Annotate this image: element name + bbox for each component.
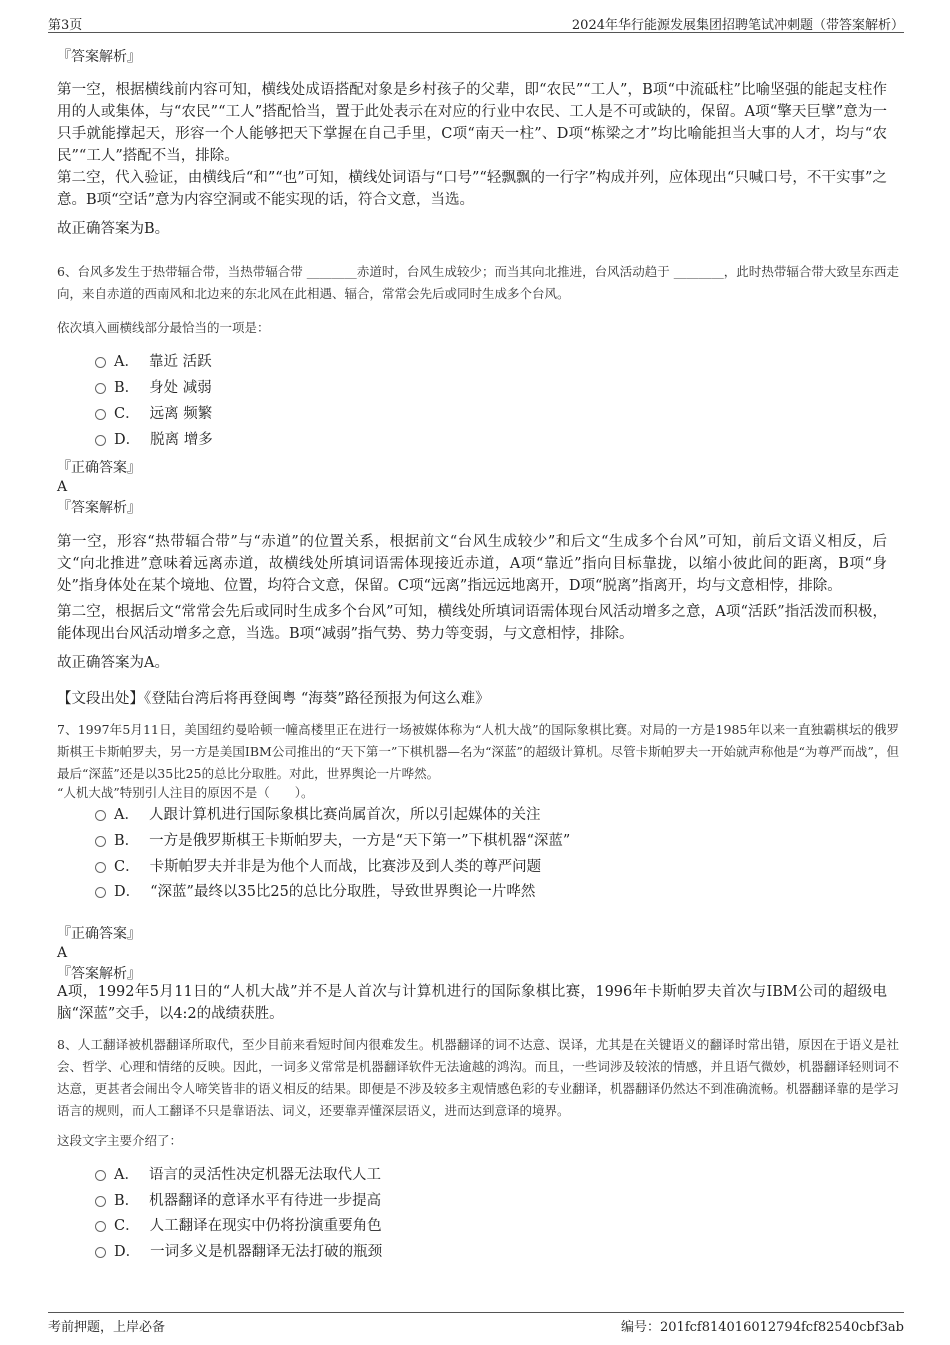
radio-icon[interactable]: [95, 836, 106, 847]
correct-answer-label: 『正确答案』: [57, 926, 141, 942]
analysis-paragraph: 第一空，形容“热带辐合带”与“赤道”的位置关系，根据前文“台风生成较少”和后文“生成多个台风”可知，前后文语义相反，后文“向北推进”意味着远离赤道，故横线处所填词语需体现接近赤道，A项“靠近”指向目标靠拢，以缩小彼此间的距离，B项“身处”指身体处在某个境地、位置，均符合文意，保留。C项“远离”指远远地离开，D项“脱离”指离开，均与文意相悖，排除。: [57, 534, 887, 594]
question-6-text: 6、台风多发生于热带辐合带，当热带辐合带 ________赤道时，台风生成较少；而当其向北推进，台风活动趋于 ________，此时热带辐合带大致呈东西走向，来自赤道的西南风和北边来的东北风在此相遇、辐合，常常会先后或同时生成多个台风。: [57, 264, 899, 301]
question-7-text: 7、1997年5月11日，美国纽约曼哈顿一幢高楼里正在进行一场被媒体称为“人机大战”的国际象棋比赛。对局的一方是1985年以来一直独霸棋坛的俄罗斯棋王卡斯帕罗夫，另一方是美国IBM公司推出的“天下第一”下棋机器—名为“深蓝”的超级计算机。尽管卡斯帕罗夫一开始就声称他是“为尊严而战”，但最后“深蓝”还是以35比25的总比分取胜。对此，世界舆论一片哗然。: [57, 722, 899, 781]
correct-answer: A: [57, 945, 68, 961]
document-title: 2024年华行能源发展集团招聘笔试冲刺题（带答案解析）: [571, 18, 904, 33]
question-7-option-c[interactable]: C． 卡斯帕罗夫并非是为他个人而战，比赛涉及到人类的尊严问题: [95, 856, 541, 878]
question-7-option-d[interactable]: D． “深蓝”最终以35比25的总比分取胜，导致世界舆论一片哗然: [95, 881, 535, 903]
radio-icon[interactable]: [95, 357, 106, 368]
question-8-option-d[interactable]: D． 一词多义是机器翻译无法打破的瓶颈: [95, 1241, 382, 1263]
radio-icon[interactable]: [95, 1221, 106, 1232]
radio-icon[interactable]: [95, 887, 106, 898]
radio-icon[interactable]: [95, 1247, 106, 1258]
question-7-prompt: “人机大战”特别引人注目的原因不是（ ）。: [57, 785, 314, 800]
analysis-label: 『答案解析』: [57, 966, 141, 982]
page-number: 第3页: [48, 18, 83, 33]
question-8-text: 8、人工翻译被机器翻译所取代，至少目前来看短时间内很难发生。机器翻译的词不达意、误译，尤其是在关键语义的翻译时常出错，原因在于语义是社会、哲学、心理和情绪的反映。因此，一词多义常常是机器翻译软件无法逾越的鸿沟。而且，一些词涉及较浓的情感，并且语气微妙，机器翻译轻则词不达意，更甚者会闹出令人啼笑皆非的语义相反的结果。即便是不涉及较多主观情感色彩的专业翻译，机器翻译仍然达不到准确流畅。机器翻译靠的是学习语言的规则，而人工翻译不只是靠语法、词义，还要靠弄懂深层语义，进而达到意译的境界。: [57, 1037, 899, 1118]
analysis-conclusion: 故正确答案为B。: [57, 221, 170, 237]
question-7-option-b[interactable]: B． 一方是俄罗斯棋王卡斯帕罗夫，一方是“天下第一”下棋机器“深蓝”: [95, 830, 570, 852]
radio-icon[interactable]: [95, 409, 106, 420]
radio-icon[interactable]: [95, 435, 106, 446]
question-6-option-d[interactable]: D． 脱离 增多: [95, 429, 213, 451]
radio-icon[interactable]: [95, 1196, 106, 1207]
radio-icon[interactable]: [95, 383, 106, 394]
analysis-paragraph: 第一空，根据横线前内容可知，横线处成语搭配对象是乡村孩子的父辈，即“农民”“工人”，B项“中流砥柱”比喻坚强的能起支柱作用的人或集体，与“农民”“工人”搭配恰当，置于此处表示在对应的行业中农民、工人是不可或缺的，保留。A项“擎天巨擘”意为一只手就能撑起天，形容一个人能够把天下掌握在自己手里，C项“南天一柱”、D项“栋梁之才”均比喻能担当大事的人才，均与“农民”“工人”搭配不当，排除。: [57, 82, 887, 164]
page-footer: [48, 1312, 904, 1333]
question-6-prompt: 依次填入画横线部分最恰当的一项是：: [57, 320, 270, 335]
passage-source: 【文段出处】《登陆台湾后将再登闽粤 “海葵”路径预报为何这么难》: [57, 691, 490, 707]
question-6-option-b[interactable]: B． 身处 减弱: [95, 377, 212, 399]
question-8-option-b[interactable]: B． 机器翻译的意译水平有待进一步提高: [95, 1190, 381, 1212]
analysis-label: 『答案解析』: [57, 500, 141, 516]
correct-answer-label: 『正确答案』: [57, 460, 141, 476]
analysis-paragraph: A项，1992年5月11日的“人机大战”并不是人首次与计算机进行的国际象棋比赛，1996年卡斯帕罗夫首次与IBM公司的超级电脑“深蓝”交手，以4:2的战绩获胜。: [57, 984, 887, 1022]
page-header: [48, 12, 904, 33]
analysis-label: 『答案解析』: [57, 49, 141, 65]
correct-answer: A: [57, 479, 68, 495]
question-8-option-a[interactable]: A． 语言的灵活性决定机器无法取代人工: [95, 1164, 381, 1186]
document-id: 编号：201fcf814016012794fcf82540cbf3ab: [621, 1320, 904, 1335]
question-8-option-c[interactable]: C． 人工翻译在现实中仍将扮演重要角色: [95, 1215, 382, 1237]
analysis-conclusion: 故正确答案为A。: [57, 655, 169, 671]
radio-icon[interactable]: [95, 810, 106, 821]
analysis-paragraph: 第二空，代入验证，由横线后“和”“也”可知，横线处词语与“口号”“轻飘飘的一行字”构成并列，应体现出“只喊口号，不干实事”之意。B项“空话”意为内容空洞或不能实现的话，符合文意，当选。: [57, 170, 887, 208]
question-6-option-c[interactable]: C． 远离 频繁: [95, 403, 212, 425]
radio-icon[interactable]: [95, 862, 106, 873]
question-8-prompt: 这段文字主要介绍了：: [57, 1133, 183, 1148]
question-7-option-a[interactable]: A． 人跟计算机进行国际象棋比赛尚属首次，所以引起媒体的关注: [95, 804, 540, 826]
question-6-option-a[interactable]: A． 靠近 活跃: [95, 351, 212, 373]
radio-icon[interactable]: [95, 1170, 106, 1181]
footer-slogan: 考前押题，上岸必备: [48, 1320, 166, 1335]
analysis-paragraph: 第二空，根据后文“常常会先后或同时生成多个台风”可知，横线处所填词语需体现台风活动增多之意，A项“活跃”指活泼而积极，能体现出台风活动增多之意，当选。B项“减弱”指气势、势力等变弱，与文意相悖，排除。: [57, 604, 887, 642]
